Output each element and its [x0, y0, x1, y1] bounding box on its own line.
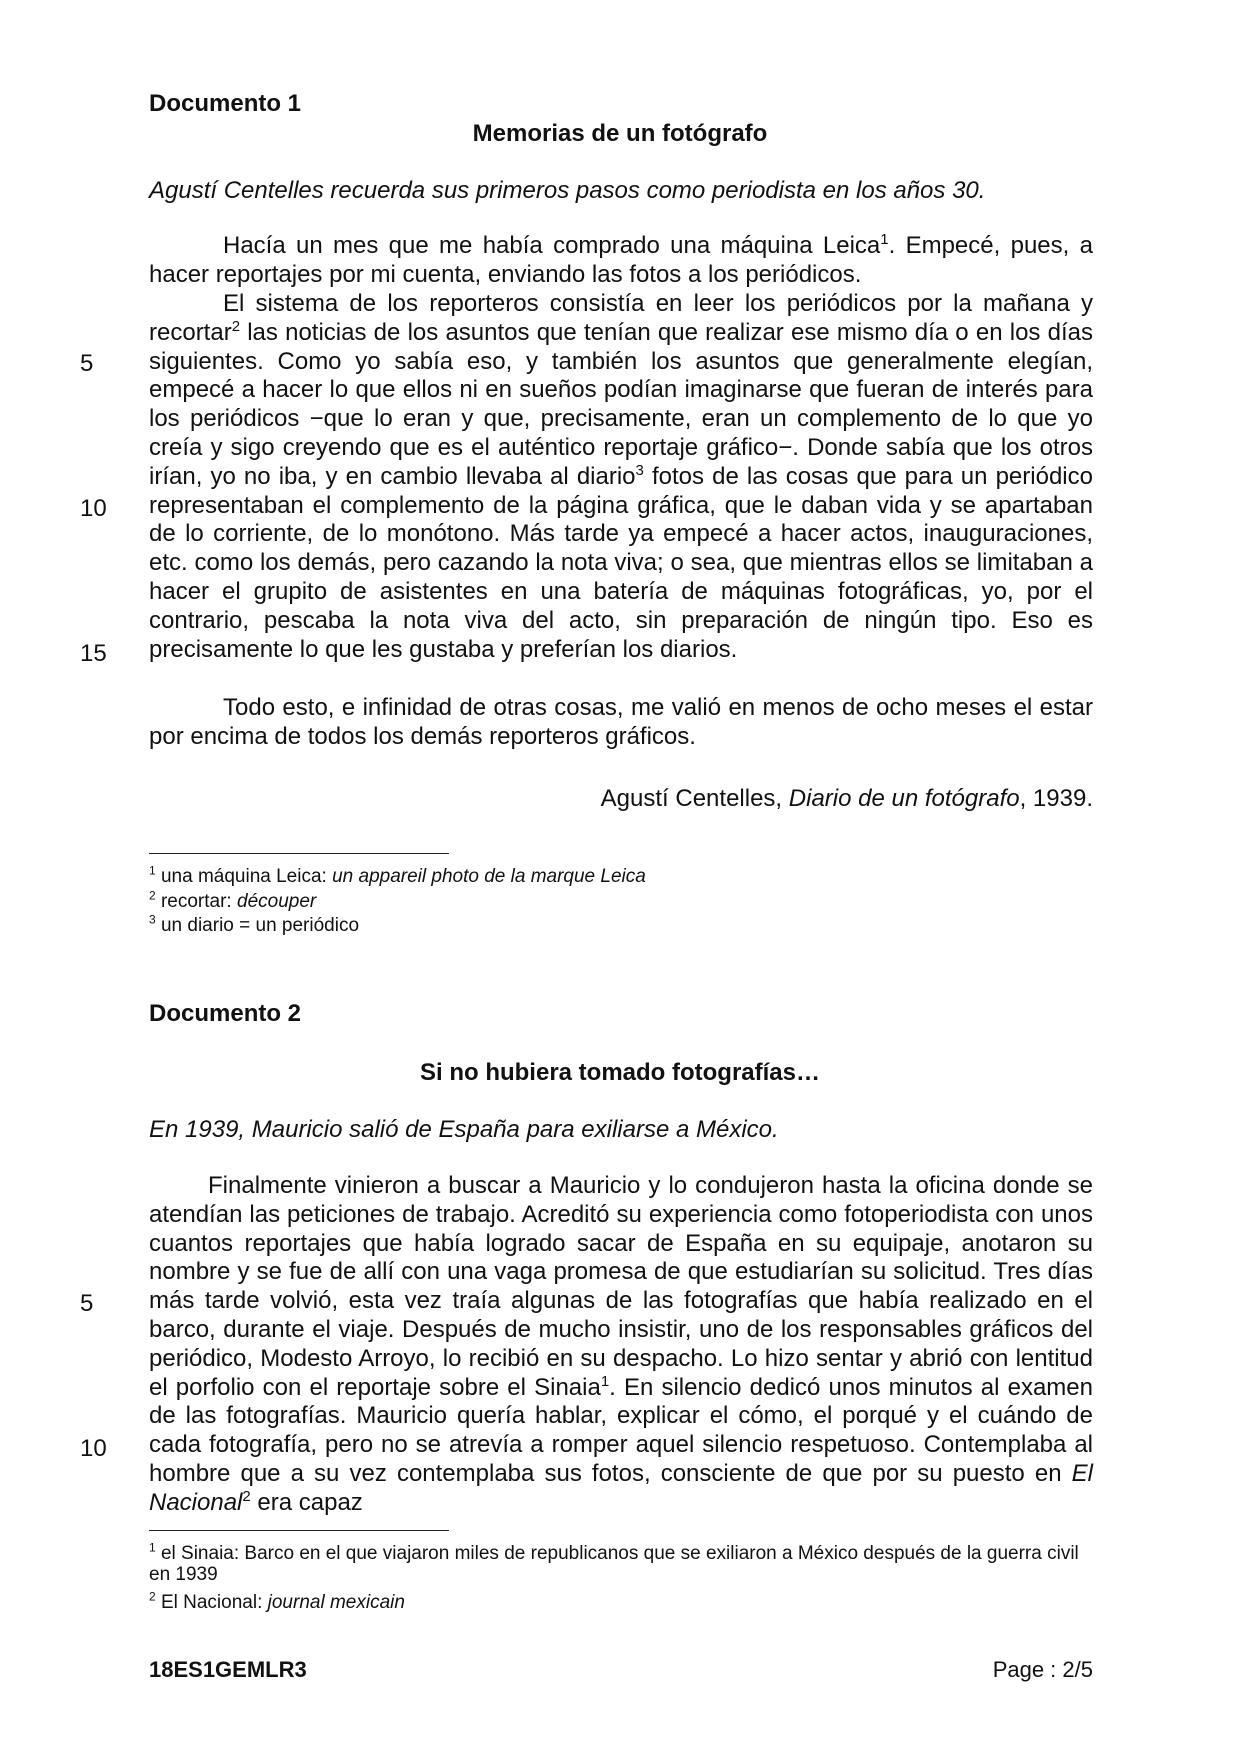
doc1-paragraph-1: Hacía un mes que me había comprado una máquina Leica$^1$. Empecé, pues, a hacer reportajes por mi cuenta, enviando las fotos a los periódicos. — [149, 231, 1093, 288]
footnote-ref-1: 1 — [880, 231, 889, 248]
line-number: 10 — [80, 1435, 107, 1462]
doc2-intro: En 1939, Mauricio salió de España para exiliarse a México. — [149, 1116, 779, 1143]
doc2-label: Documento 2 — [149, 1000, 302, 1027]
line-number: 10 — [80, 495, 107, 522]
doc2-title: Si no hubiera tomado fotografías… — [419, 1059, 821, 1086]
page-number: Page : 2/5 — [992, 1657, 1093, 1682]
doc1-label: Documento 1 — [149, 90, 302, 117]
line-number: 15 — [80, 640, 107, 667]
doc2-footnote-1: $^1$ el Sinaia: Barco en el que viajaron miles de republicanos que se exiliaron a México después de la guerra civil en 1939 — [149, 1540, 1079, 1585]
doc1-footnote-1: $^1$ una máquina Leica: un appareil photo de la marque Leica — [149, 863, 646, 887]
footnote-ref-2: 2 — [242, 1487, 251, 1505]
doc2-footnote-2: $^2$ El Nacional: journal mexicain — [149, 1589, 405, 1613]
doc1-intro: Agustí Centelles recuerda sus primeros pasos como periodista en los años 30. — [149, 177, 986, 204]
doc2-paragraph-1: Finalmente vinieron a buscar a Mauricio y lo condujeron hasta la oficina donde se atendían las peticiones de trabajo. Acreditó su experiencia como fotoperiodista con unos cuantos reportajes que había logrado sacar de España en su equipaje, anotaron su nombre y se fue de allí con una vaga promesa de que estudiarían su solicitud. Tres días más tarde volvió, esta vez traía algunas de las fotografías que había realizado en el barco, durante el viaje. Después de mucho insistir, uno de los responsables gráficos del periódico, Modesto Arroyo, lo recibió en su despacho. Lo hizo sentar y abrió con lentitud el porfolio con el reportaje sobre el Sinaia$^1$. En silencio dedicó unos minutos al examen de las fotografías. Mauricio quería hablar, explicar el cómo, el porqué y el cuándo de cada fotografía, pero no se atrevía a romper aquel silencio respetuoso. Contemplaba al hombre que a su vez contemplaba sus fotos, consciente de que por su puesto en El Nacional$^2$ era capaz — [149, 1172, 1093, 1516]
footnote-ref-1: 1 — [600, 1372, 610, 1390]
exam-code: 18ES1GEMLR3 — [149, 1657, 307, 1682]
line-number: 5 — [80, 350, 94, 377]
footnote-ref-2: 2 — [231, 317, 241, 335]
footnote-divider — [149, 1530, 449, 1531]
line-number: 5 — [80, 1290, 94, 1317]
footnote-divider — [149, 853, 449, 854]
doc1-footnote-2: $^2$ recortar: découper — [149, 888, 317, 912]
footnote-ref-3: 3 — [635, 461, 644, 479]
doc1-citation: Agustí Centelles, Diario de un fotógrafo, 1939. — [600, 785, 1093, 812]
doc1-paragraph-3: Todo esto, e infinidad de otras cosas, me valió en menos de ocho meses el estar por encima de todos los demás reporteros gráficos. — [149, 694, 1093, 750]
doc1-title: Memorias de un fotógrafo — [472, 120, 768, 147]
doc1-paragraph-2: El sistema de los reporteros consistía en leer los periódicos por la mañana y recortar$^2$ las noticias de los asuntos que tenían que realizar ese mismo día o en los días siguientes. Como yo sabía eso, y también los asuntos que generalmente elegían, empecé a hacer lo que ellos ni en sueños podían imaginarse que fueran de interés para los periódicos −que lo eran y que, precisamente, eran un complemento de lo que yo creía y sigo creyendo que es el auténtico reportaje gráfico−. Donde sabía que los otros irían, yo no iba, y en cambio llevaba al diario$^3$ fotos de las cosas que para un periódico representaban el complemento de la página gráfica, que le daban vida y se apartaban de lo corriente, de lo monótono. Más tarde ya empecé a hacer actos, inauguraciones, etc. como los demás, pero cazando la nota viva; o sea, que mientras ellos se limitaban a hacer el grupito de asistentes en una batería de máquinas fotográficas, yo, por el contrario, pescaba la nota viva del acto, sin preparación de ningún tipo. Eso es precisamente lo que les gustaba y preferían los diarios. — [149, 290, 1093, 663]
doc1-footnote-3: $^3$ un diario = un periódico — [149, 912, 360, 936]
